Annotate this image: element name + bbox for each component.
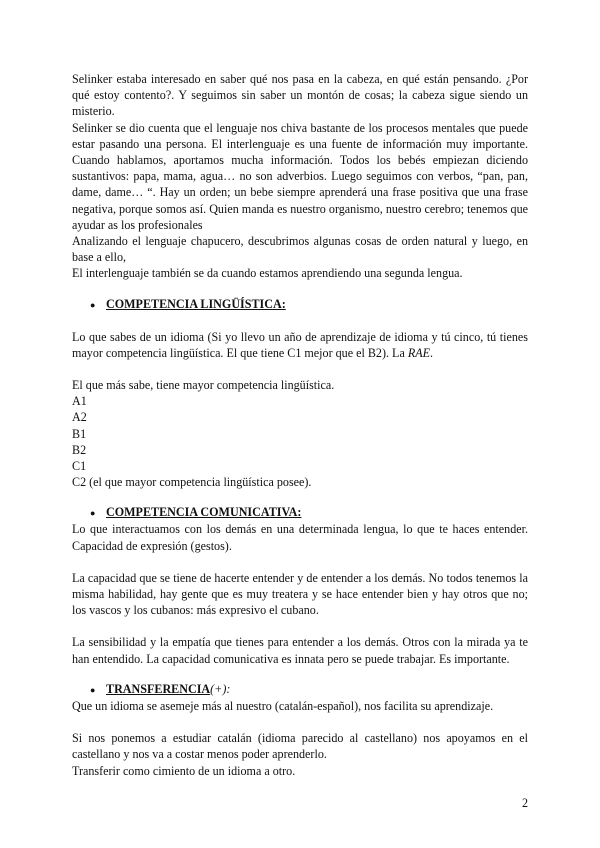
page-number: 2 bbox=[521, 796, 528, 810]
heading-note: (+): bbox=[210, 681, 231, 696]
transferencia-paragraph-1: Que un idioma se asemeje más al nuestro (catalán-español), nos facilita su aprendizaje. bbox=[72, 698, 494, 713]
heading-text: COMPETENCIA LINGÜÍSTICA: bbox=[106, 296, 286, 311]
heading-text: COMPETENCIA COMUNICATIVA: bbox=[106, 505, 302, 520]
level-item: C1 bbox=[72, 459, 87, 474]
intro-paragraph-3: Analizando el lenguaje chapucero, descubrimos algunas cosas de orden natural y luego, en base a ello, bbox=[72, 234, 528, 265]
intro-paragraph-2: Selinker se dio cuenta que el lenguaje nos chiva bastante de los procesos mentales que puede estar pasando una persona. El interlenguaje es una fuente de información muy importante. Cuando hablamos, aportamos mucha información. Todos los bebés empiezan diciendo sustantivos: papa, mama, agua… no son adverbios. Luego seguimos con verbos, “pan, pan, dame, dame… “. Hay un orden; un bebe siempre aprenderá una frase positiva que una frase negativa, porque somos así. Quien manda es nuestro organismo, nuestro cerebro; tenemos que ayudar as los profesionales bbox=[72, 120, 528, 232]
comunicativa-paragraph-2: La capacidad que se tiene de hacerte entender y de entender a los demás. No todos tenemos la misma habilidad, hay gente que es muy treatera y se hace entender bien y hay otros que no; los vascos y los cubanos: más expresivo el cubano. bbox=[72, 570, 528, 618]
document-page bbox=[72, 71, 528, 779]
bullet-icon: ● bbox=[90, 684, 96, 695]
level-item: A1 bbox=[72, 394, 87, 409]
intro-paragraph-1: Selinker estaba interesado en saber qué nos pasa en la cabeza, en qué están pensando. ¿Por qué estoy contento?. Y seguimos sin saber un montón de cosas; la cabeza sigue siendo un misterio. bbox=[72, 72, 528, 119]
section-heading-competencia-comunicativa bbox=[72, 504, 528, 521]
section-heading-transferencia bbox=[72, 681, 528, 698]
level-item: B1 bbox=[72, 426, 87, 441]
level-item: C2 (el que mayor competencia lingüística posee). bbox=[72, 475, 312, 490]
bullet-icon: ● bbox=[90, 508, 96, 519]
level-item: A2 bbox=[72, 410, 87, 425]
section-heading-competencia-linguistica bbox=[72, 296, 528, 313]
comunicativa-paragraph-3: La sensibilidad y la empatía que tienes para entender a los demás. Otros con la mirada ya te han entendido. La capacidad comunicativa es innata pero se puede trabajar. Es importante. bbox=[72, 635, 528, 666]
transferencia-paragraph-3: Transferir como cimiento de un idioma a otro. bbox=[72, 763, 296, 778]
linguistica-paragraph-1: Lo que sabes de un idioma (Si yo llevo un año de aprendizaje de idioma y tú cinco, tú tienes mayor competencia lingüística. El que tiene C1 mejor que el B2). La RAE. bbox=[72, 329, 528, 360]
comunicativa-paragraph-1: Lo que interactuamos con los demás en una determinada lengua, lo que te haces entender. Capacidad de expresión (gestos). bbox=[72, 522, 528, 553]
linguistica-paragraph-2: El que más sabe, tiene mayor competencia lingüística. bbox=[72, 378, 335, 393]
bullet-icon: ● bbox=[90, 299, 96, 310]
level-item: B2 bbox=[72, 442, 87, 457]
intro-paragraph-4: El interlenguaje también se da cuando estamos aprendiendo una segunda lengua. bbox=[72, 266, 463, 281]
transferencia-paragraph-2: Si nos ponemos a estudiar catalán (idioma parecido al castellano) nos apoyamos en el castellano y nos va a costar menos poder aprenderlo. bbox=[72, 731, 528, 762]
heading-text: TRANSFERENCIA bbox=[106, 681, 211, 696]
rae-italic: RAE bbox=[407, 345, 431, 360]
